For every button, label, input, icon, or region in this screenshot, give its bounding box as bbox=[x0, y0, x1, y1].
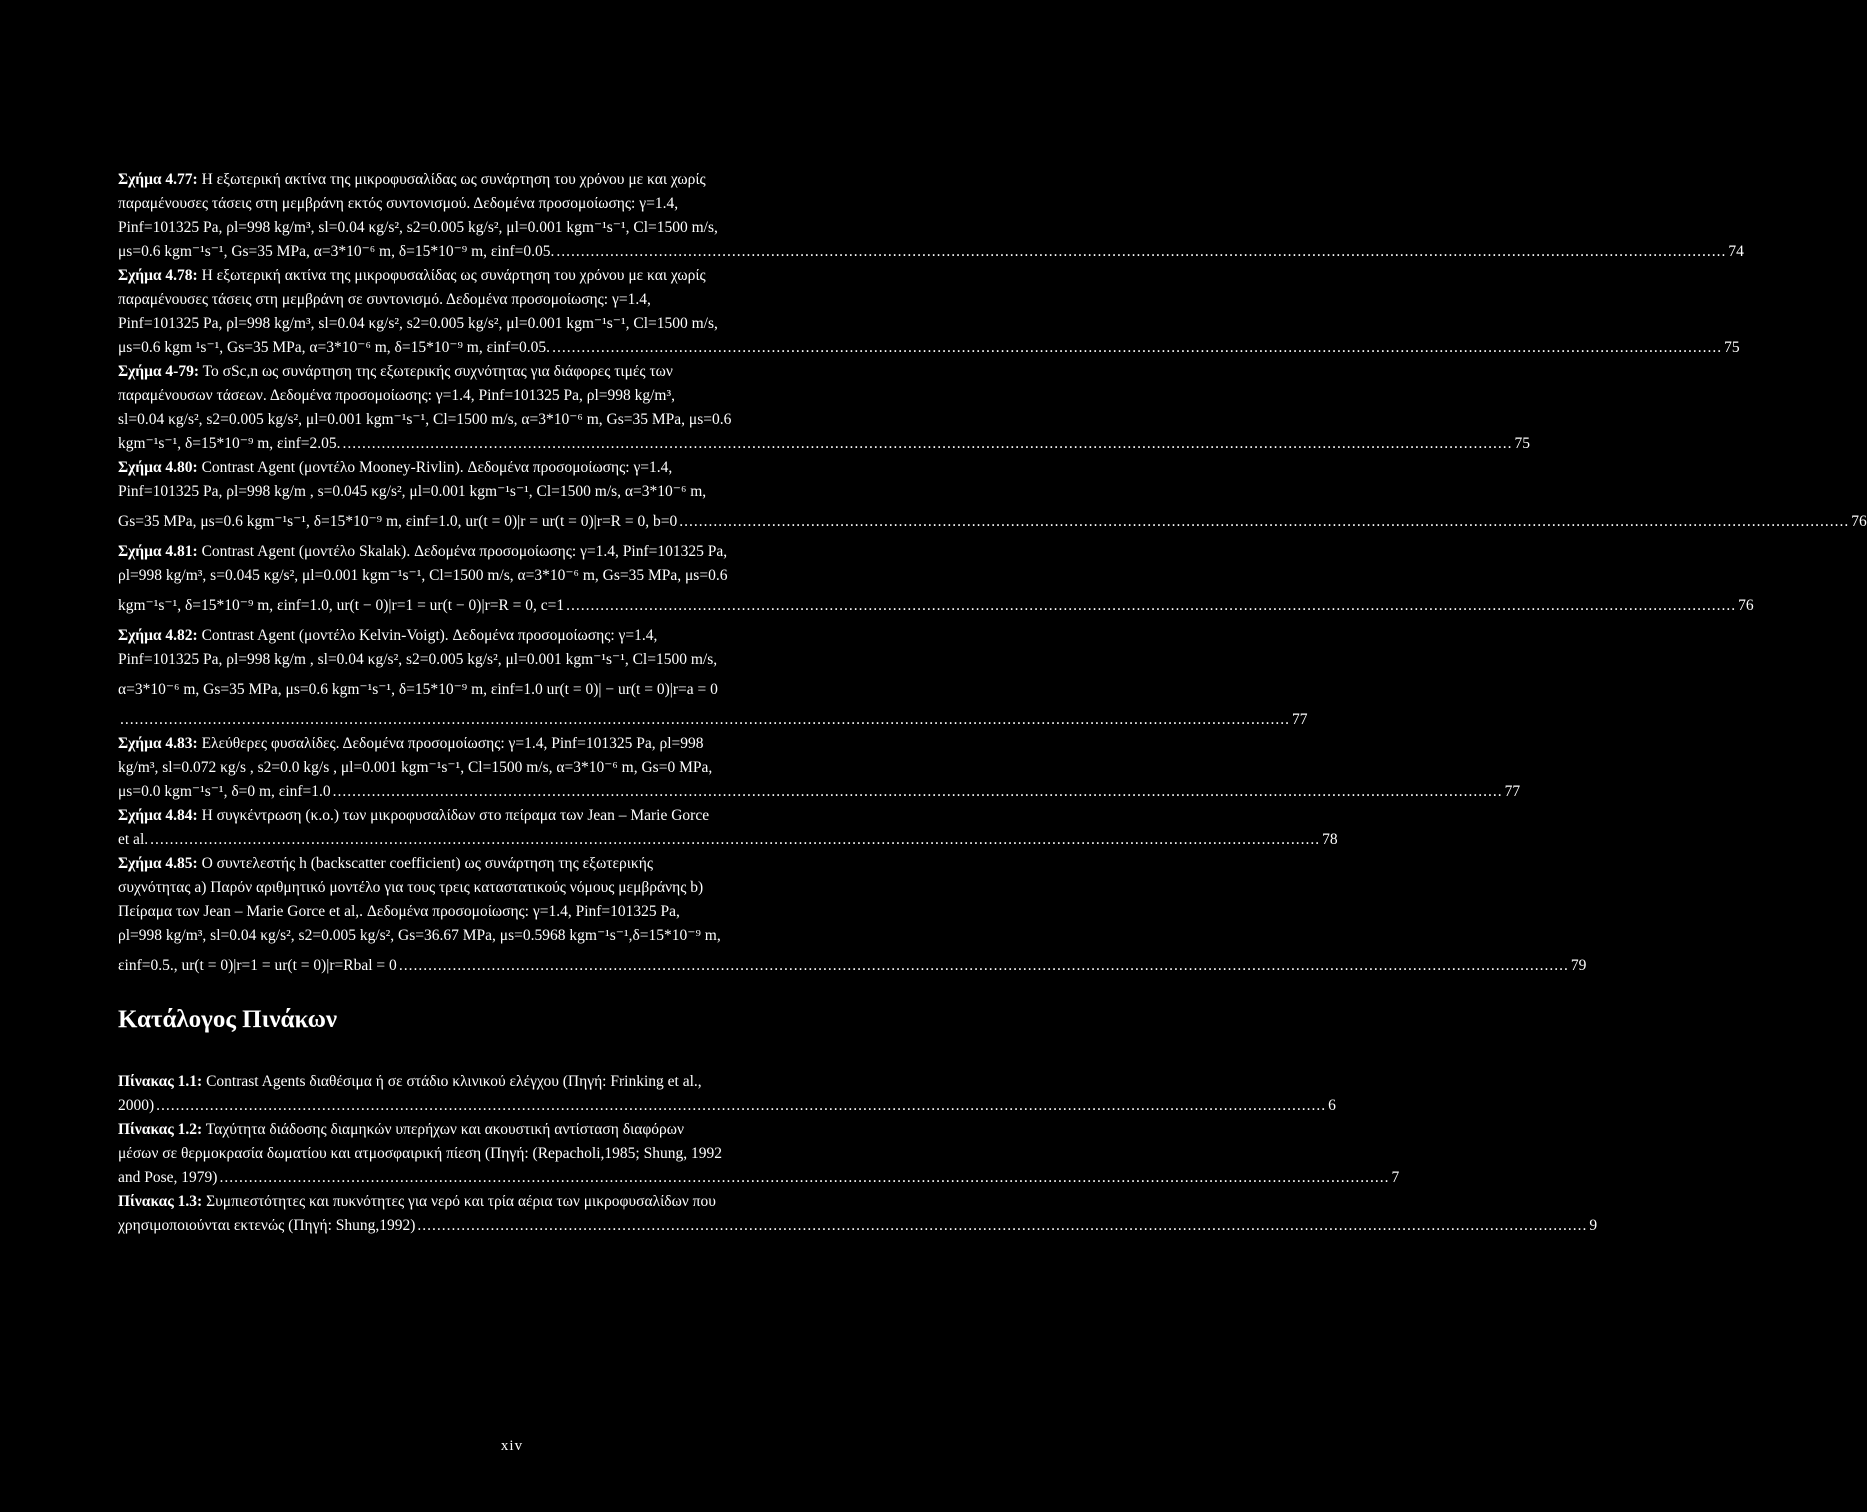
entry-text: μs=0.0 kgm⁻¹s⁻¹, δ=0 m, εinf=1.0 bbox=[118, 783, 331, 800]
entry-text: α=3*10⁻⁶ m, Gs=35 MPa, μs=0.6 kgm⁻¹s⁻¹, δ=15*10⁻⁹ m, εinf=1.0 ur(t = 0)| − ur(t = 0)|r=a = 0 bbox=[118, 681, 718, 698]
entry-label: Σχήμα 4.84: bbox=[118, 807, 198, 824]
entry-label: Σχήμα 4.82: bbox=[118, 627, 198, 644]
entry-text: Gs=35 MPa, μs=0.6 kgm⁻¹s⁻¹, δ=15*10⁻⁹ m, εinf=1.0, ur(t = 0)|r = ur(t = 0)|r=R = 0, b=0 bbox=[118, 513, 678, 530]
entry-text: παραμένουσες τάσεις στη μεμβράνη σε συντονισμό. Δεδομένα προσομοίωσης: γ=1.4, bbox=[118, 291, 651, 308]
figure-entry-4-77 bbox=[118, 168, 1744, 264]
dot-leader bbox=[219, 1166, 1389, 1190]
entry-text: kgm⁻¹s⁻¹, δ=15*10⁻⁹ m, εinf=1.0, ur(t − 0)|r=1 = ur(t − 0)|r=R = 0, c=1 bbox=[118, 597, 565, 614]
entry-text: sl=0.04 κg/s², s2=0.005 kg/s², μl=0.001 kgm⁻¹s⁻¹, Cl=1500 m/s, α=3*10⁻⁶ m, Gs=35 MPa, μs=0.6 bbox=[118, 411, 732, 428]
entry-page-number: 7 bbox=[1391, 1169, 1400, 1186]
entry-page-number: 76 bbox=[1738, 597, 1754, 614]
entry-page-number: 75 bbox=[1724, 339, 1740, 356]
entry-text: Η εξωτερική ακτίνα της μικροφυσαλίδας ως συνάρτηση του χρόνου με και χωρίς bbox=[197, 171, 706, 188]
table-entry-1-2 bbox=[118, 1118, 1400, 1190]
entry-text: 2000) bbox=[118, 1097, 155, 1114]
entry-label: Πίνακας 1.2: bbox=[118, 1121, 203, 1138]
entry-text: Η συγκέντρωση (κ.ο.) των μικροφυσαλίδων στο πείραμα των Jean – Marie Gorce bbox=[197, 807, 710, 824]
entry-text: συχνότητας a) Παρόν αριθμητικό μοντέλο για τους τρεις καταστατικούς νόμους μεμβράνης b) bbox=[118, 879, 704, 896]
entry-text: Η εξωτερική ακτίνα της μικροφυσαλίδας ως συνάρτηση του χρόνου με και χωρίς bbox=[197, 267, 706, 284]
entry-text: Pinf=101325 Pa, ρl=998 kg/m³, sl=0.04 κg/s², s2=0.005 kg/s², μl=0.001 kgm⁻¹s⁻¹, Cl=1500 m/s, bbox=[118, 219, 718, 236]
entry-text: Ελεύθερες φυσαλίδες. Δεδομένα προσομοίωσης: γ=1.4, Pinf=101325 Pa, ρl=998 bbox=[197, 735, 704, 752]
dot-leader bbox=[679, 504, 1849, 540]
dot-leader bbox=[556, 240, 1726, 264]
figure-entry-4-78 bbox=[118, 264, 1740, 360]
entry-page-number: 79 bbox=[1570, 957, 1587, 974]
entry-text: ρl=998 kg/m³, sl=0.04 κg/s², s2=0.005 kg/s², Gs=36.67 MPa, μs=0.5968 kgm⁻¹s⁻¹,δ=15*10⁻⁹ m, bbox=[118, 927, 721, 944]
entry-page-number: 74 bbox=[1728, 243, 1744, 260]
entry-text: ρl=998 kg/m³, s=0.045 κg/s², μl=0.001 kgm⁻¹s⁻¹, Cl=1500 m/s, α=3*10⁻⁶ m, Gs=35 MPa, μs=0.6 bbox=[118, 567, 728, 584]
dot-leader bbox=[566, 588, 1736, 624]
entry-page-number: 76 bbox=[1851, 513, 1867, 530]
page-number: xiv bbox=[500, 1438, 524, 1454]
entry-text: Ο συντελεστής h (backscatter coefficient) ως συνάρτηση της εξωτερικής bbox=[197, 855, 653, 872]
entry-label: Σχήμα 4.83: bbox=[118, 735, 198, 752]
entry-page-number: 77 bbox=[1292, 711, 1308, 728]
dot-leader bbox=[399, 948, 1569, 984]
entry-label: Σχήμα 4.80: bbox=[118, 459, 198, 476]
entry-text: παραμένουσες τάσεις στη μεμβράνη εκτός συντονισμού. Δεδομένα προσομοίωσης: γ=1.4, bbox=[118, 195, 679, 212]
figure-entry-4-83 bbox=[118, 732, 1521, 804]
entry-label: Σχήμα 4-79: bbox=[118, 363, 199, 380]
entry-text: Pinf=101325 Pa, ρl=998 kg/m , s=0.045 κg/s², μl=0.001 kgm⁻¹s⁻¹, Cl=1500 m/s, α=3*10⁻⁶ m, bbox=[118, 483, 707, 500]
dot-leader bbox=[552, 336, 1722, 360]
entry-text: et al. bbox=[118, 831, 149, 848]
dot-leader bbox=[150, 828, 1320, 852]
entry-page-number: 77 bbox=[1504, 783, 1521, 800]
entry-text: Contrast Agent (μοντέλο Kelvin-Voigt). Δεδομένα προσομοίωσης: γ=1.4, bbox=[197, 627, 658, 644]
dot-leader bbox=[120, 708, 1290, 732]
table-entry-1-1 bbox=[118, 1070, 1336, 1118]
entry-text: kgm⁻¹s⁻¹, δ=15*10⁻⁹ m, εinf=2.05. bbox=[118, 435, 341, 452]
entry-page-number: 6 bbox=[1328, 1097, 1336, 1114]
entry-text: Pinf=101325 Pa, ρl=998 kg/m , sl=0.04 κg/s², s2=0.005 kg/s², μl=0.001 kgm⁻¹s⁻¹, Cl=1500 m/s, bbox=[118, 651, 718, 668]
entry-text: Συμπιεστότητες και πυκνότητες για νερό και τρία αέρια των μικροφυσαλίδων που bbox=[202, 1193, 716, 1210]
list-of-tables-heading: Κατάλογος Πινάκων bbox=[118, 1006, 338, 1033]
dot-leader bbox=[417, 1214, 1587, 1238]
entry-label: Σχήμα 4.78: bbox=[118, 267, 198, 284]
entry-text: παραμένουσων τάσεων. Δεδομένα προσομοίωσης: γ=1.4, Pinf=101325 Pa, ρl=998 kg/m³, bbox=[118, 387, 676, 404]
figure-entry-4-80 bbox=[118, 456, 1867, 540]
entry-text: μs=0.6 kgm⁻¹s⁻¹, Gs=35 MPa, α=3*10⁻⁶ m, δ=15*10⁻⁹ m, εinf=0.05. bbox=[118, 243, 555, 260]
entry-text: μέσων σε θερμοκρασία δωματίου και ατμοσφαιρική πίεση (Πηγή: (Repacholi,1985; Shung, 1992 bbox=[118, 1145, 722, 1162]
table-entry-1-3 bbox=[118, 1190, 1598, 1238]
figure-entry-4-82 bbox=[118, 624, 1308, 732]
entry-page-number: 9 bbox=[1589, 1217, 1598, 1234]
entry-text: Ταχύτητα διάδοσης διαμηκών υπερήχων και ακουστική αντίσταση διαφόρων bbox=[202, 1121, 685, 1138]
figure-entry-4-79 bbox=[118, 360, 1531, 456]
entry-text: and Pose, 1979) bbox=[118, 1169, 218, 1186]
entry-text: εinf=0.5., ur(t = 0)|r=1 = ur(t = 0)|r=Rbal = 0 bbox=[118, 957, 397, 974]
entry-label: Σχήμα 4.85: bbox=[118, 855, 198, 872]
list-of-tables bbox=[118, 1070, 1598, 1238]
dot-leader bbox=[343, 432, 1513, 456]
entry-label: Σχήμα 4.81: bbox=[118, 543, 198, 560]
dot-leader bbox=[333, 780, 1503, 804]
entry-page-number: 78 bbox=[1322, 831, 1338, 848]
entry-text: Πείραμα των Jean – Marie Gorce et al,. Δεδομένα προσομοίωσης: γ=1.4, Pinf=101325 Pa, bbox=[118, 903, 680, 920]
figure-entry-4-81 bbox=[118, 540, 1754, 624]
entry-text: Contrast Agent (μοντέλο Mooney-Rivlin). Δεδομένα προσομοίωσης: γ=1.4, bbox=[197, 459, 673, 476]
entry-page-number: 75 bbox=[1514, 435, 1531, 452]
entry-text: kg/m³, sl=0.072 κg/s , s2=0.0 kg/s , μl=0.001 kgm⁻¹s⁻¹, Cl=1500 m/s, α=3*10⁻⁶ m, Gs=0 MPa, bbox=[118, 759, 713, 776]
figure-entry-4-85 bbox=[118, 852, 1587, 984]
entry-label: Πίνακας 1.1: bbox=[118, 1073, 203, 1090]
entry-text: Contrast Agents διαθέσιμα ή σε στάδιο κλινικού ελέγχου (Πηγή: Frinking et al., bbox=[202, 1073, 702, 1090]
list-of-figures bbox=[118, 168, 1867, 984]
entry-label: Σχήμα 4.77: bbox=[118, 171, 198, 188]
dot-leader bbox=[156, 1094, 1326, 1118]
entry-text: μs=0.6 kgm ¹s⁻¹, Gs=35 MPa, α=3*10⁻⁶ m, δ=15*10⁻⁹ m, εinf=0.05. bbox=[118, 339, 551, 356]
figure-entry-4-84 bbox=[118, 804, 1338, 852]
entry-label: Πίνακας 1.3: bbox=[118, 1193, 203, 1210]
entry-text: Contrast Agent (μοντέλο Skalak). Δεδομένα προσομοίωσης: γ=1.4, Pinf=101325 Pa, bbox=[197, 543, 728, 560]
entry-text: χρησιμοποιούνται εκτενώς (Πηγή: Shung,1992) bbox=[118, 1217, 416, 1234]
entry-text: Το σSc,n ως συνάρτηση της εξωτερικής συχνότητας για διάφορες τιμές των bbox=[198, 363, 673, 380]
entry-text: Pinf=101325 Pa, ρl=998 kg/m³, sl=0.04 κg/s², s2=0.005 kg/s², μl=0.001 kgm⁻¹s⁻¹, Cl=1500 m/s, bbox=[118, 315, 718, 332]
